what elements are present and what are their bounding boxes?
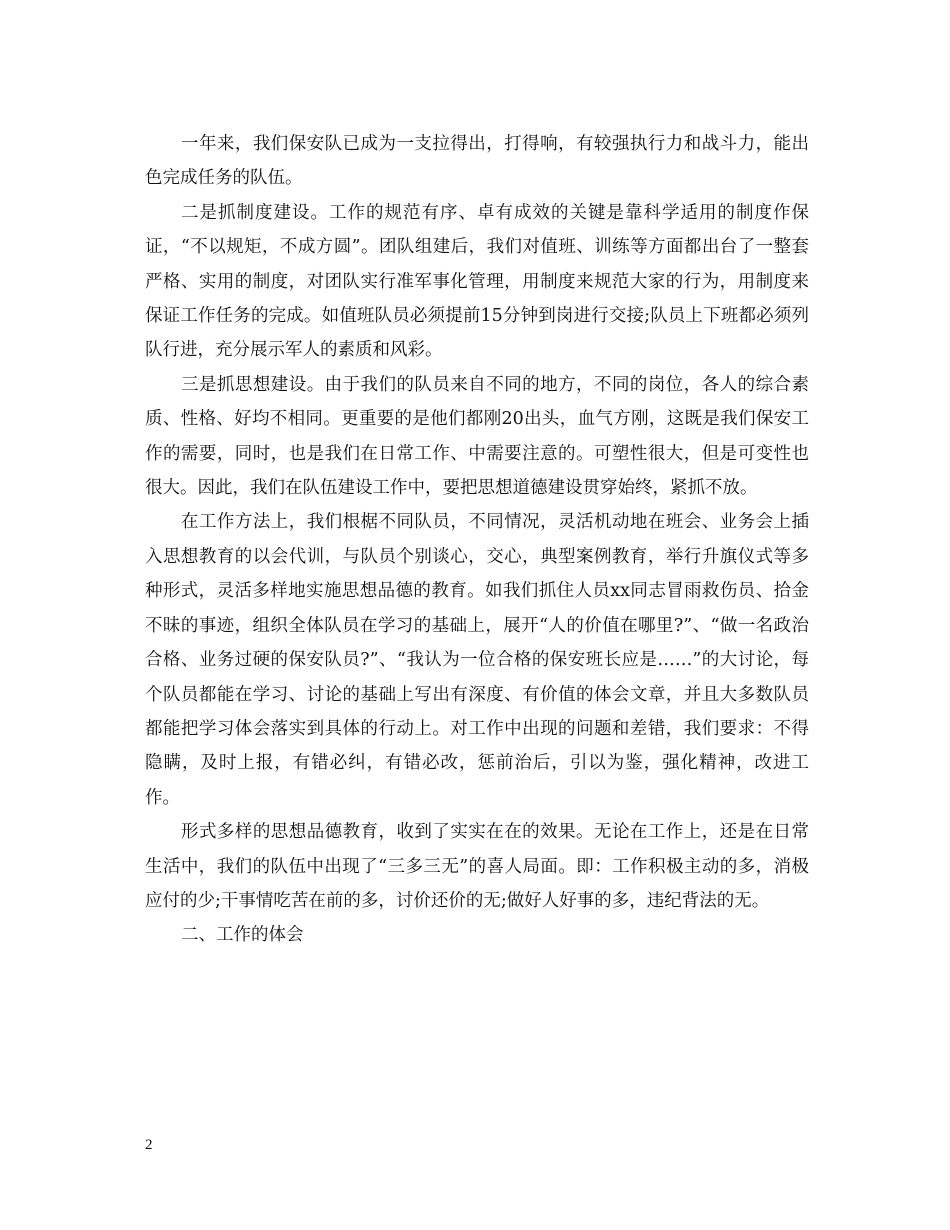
paragraph-3: 三是抓思想建设。由于我们的队员来自不同的地方，不同的岗位，各人的综合素质、性格、好均不相同。更重要的是他们都刚20出头，血气方刚，这既是我们保安工作的需要，同时，也是我们在日常工作、中需要注意的。可塑性很大，但是可变性也很大。因此，我们在队伍建设工作中，要把思想道德建设贯穿始终，紧抓不放。 <box>145 374 809 499</box>
paragraph-5: 形式多样的思想品德教育，收到了实实在在的效果。无论在工作上，还是在日常生活中，我们的队伍中出现了“三多三无”的喜人局面。即：工作积极主动的多，消极应付的少;干事情吃苦在前的多，讨价还价的无;做好人好事的多，违纪背法的无。 <box>145 822 809 911</box>
paragraph-4: 在工作方法上，我们根椐不同队员，不同情况，灵活机动地在班会、业务会上插入思想教育的以会代训，与队员个别谈心，交心，典型案例教育，举行升旗仪式等多种形式，灵活多样地实施思想品德的教育。如我们抓住人员xx同志冒雨救伤员、拾金不昧的事迹，组织全体队员在学习的基础上，展开“人的价值在哪里?”、“做一名政治合格、业务过硬的保安队员?”、“我认为一位合格的保安班长应是……”的大讨论，每个队员都能在学习、讨论的基础上写出有深度、有价值的体会文章，并且大多数队员都能把学习体会落实到具体的行动上。对工作中出现的问题和差错，我们要求：不得隐瞒，及时上报，有错必纠，有错必改，惩前治后，引以为鉴，强化精神，改进工作。 <box>145 512 809 808</box>
paragraph-2: 二是抓制度建设。工作的规范有序、卓有成效的关键是靠科学适用的制度作保证，“不以规矩，不成方圆”。团队组建后，我们对值班、训练等方面都出台了一整套严格、实用的制度，对团队实行准军事化管理，用制度来规范大家的行为，用制度来保证工作任务的完成。如值班队员必须提前15分钟到岗进行交接;队员上下班都必须列队行进，充分展示军人的素质和风彩。 <box>145 202 809 361</box>
paragraph-1: 一年来，我们保安队已成为一支拉得出，打得响，有较强执行力和战斗力，能出色完成任务的队伍。 <box>145 134 809 189</box>
document-body <box>145 127 809 953</box>
page-number: 2 <box>145 1137 153 1153</box>
section-heading: 二、工作的体会 <box>181 925 304 946</box>
